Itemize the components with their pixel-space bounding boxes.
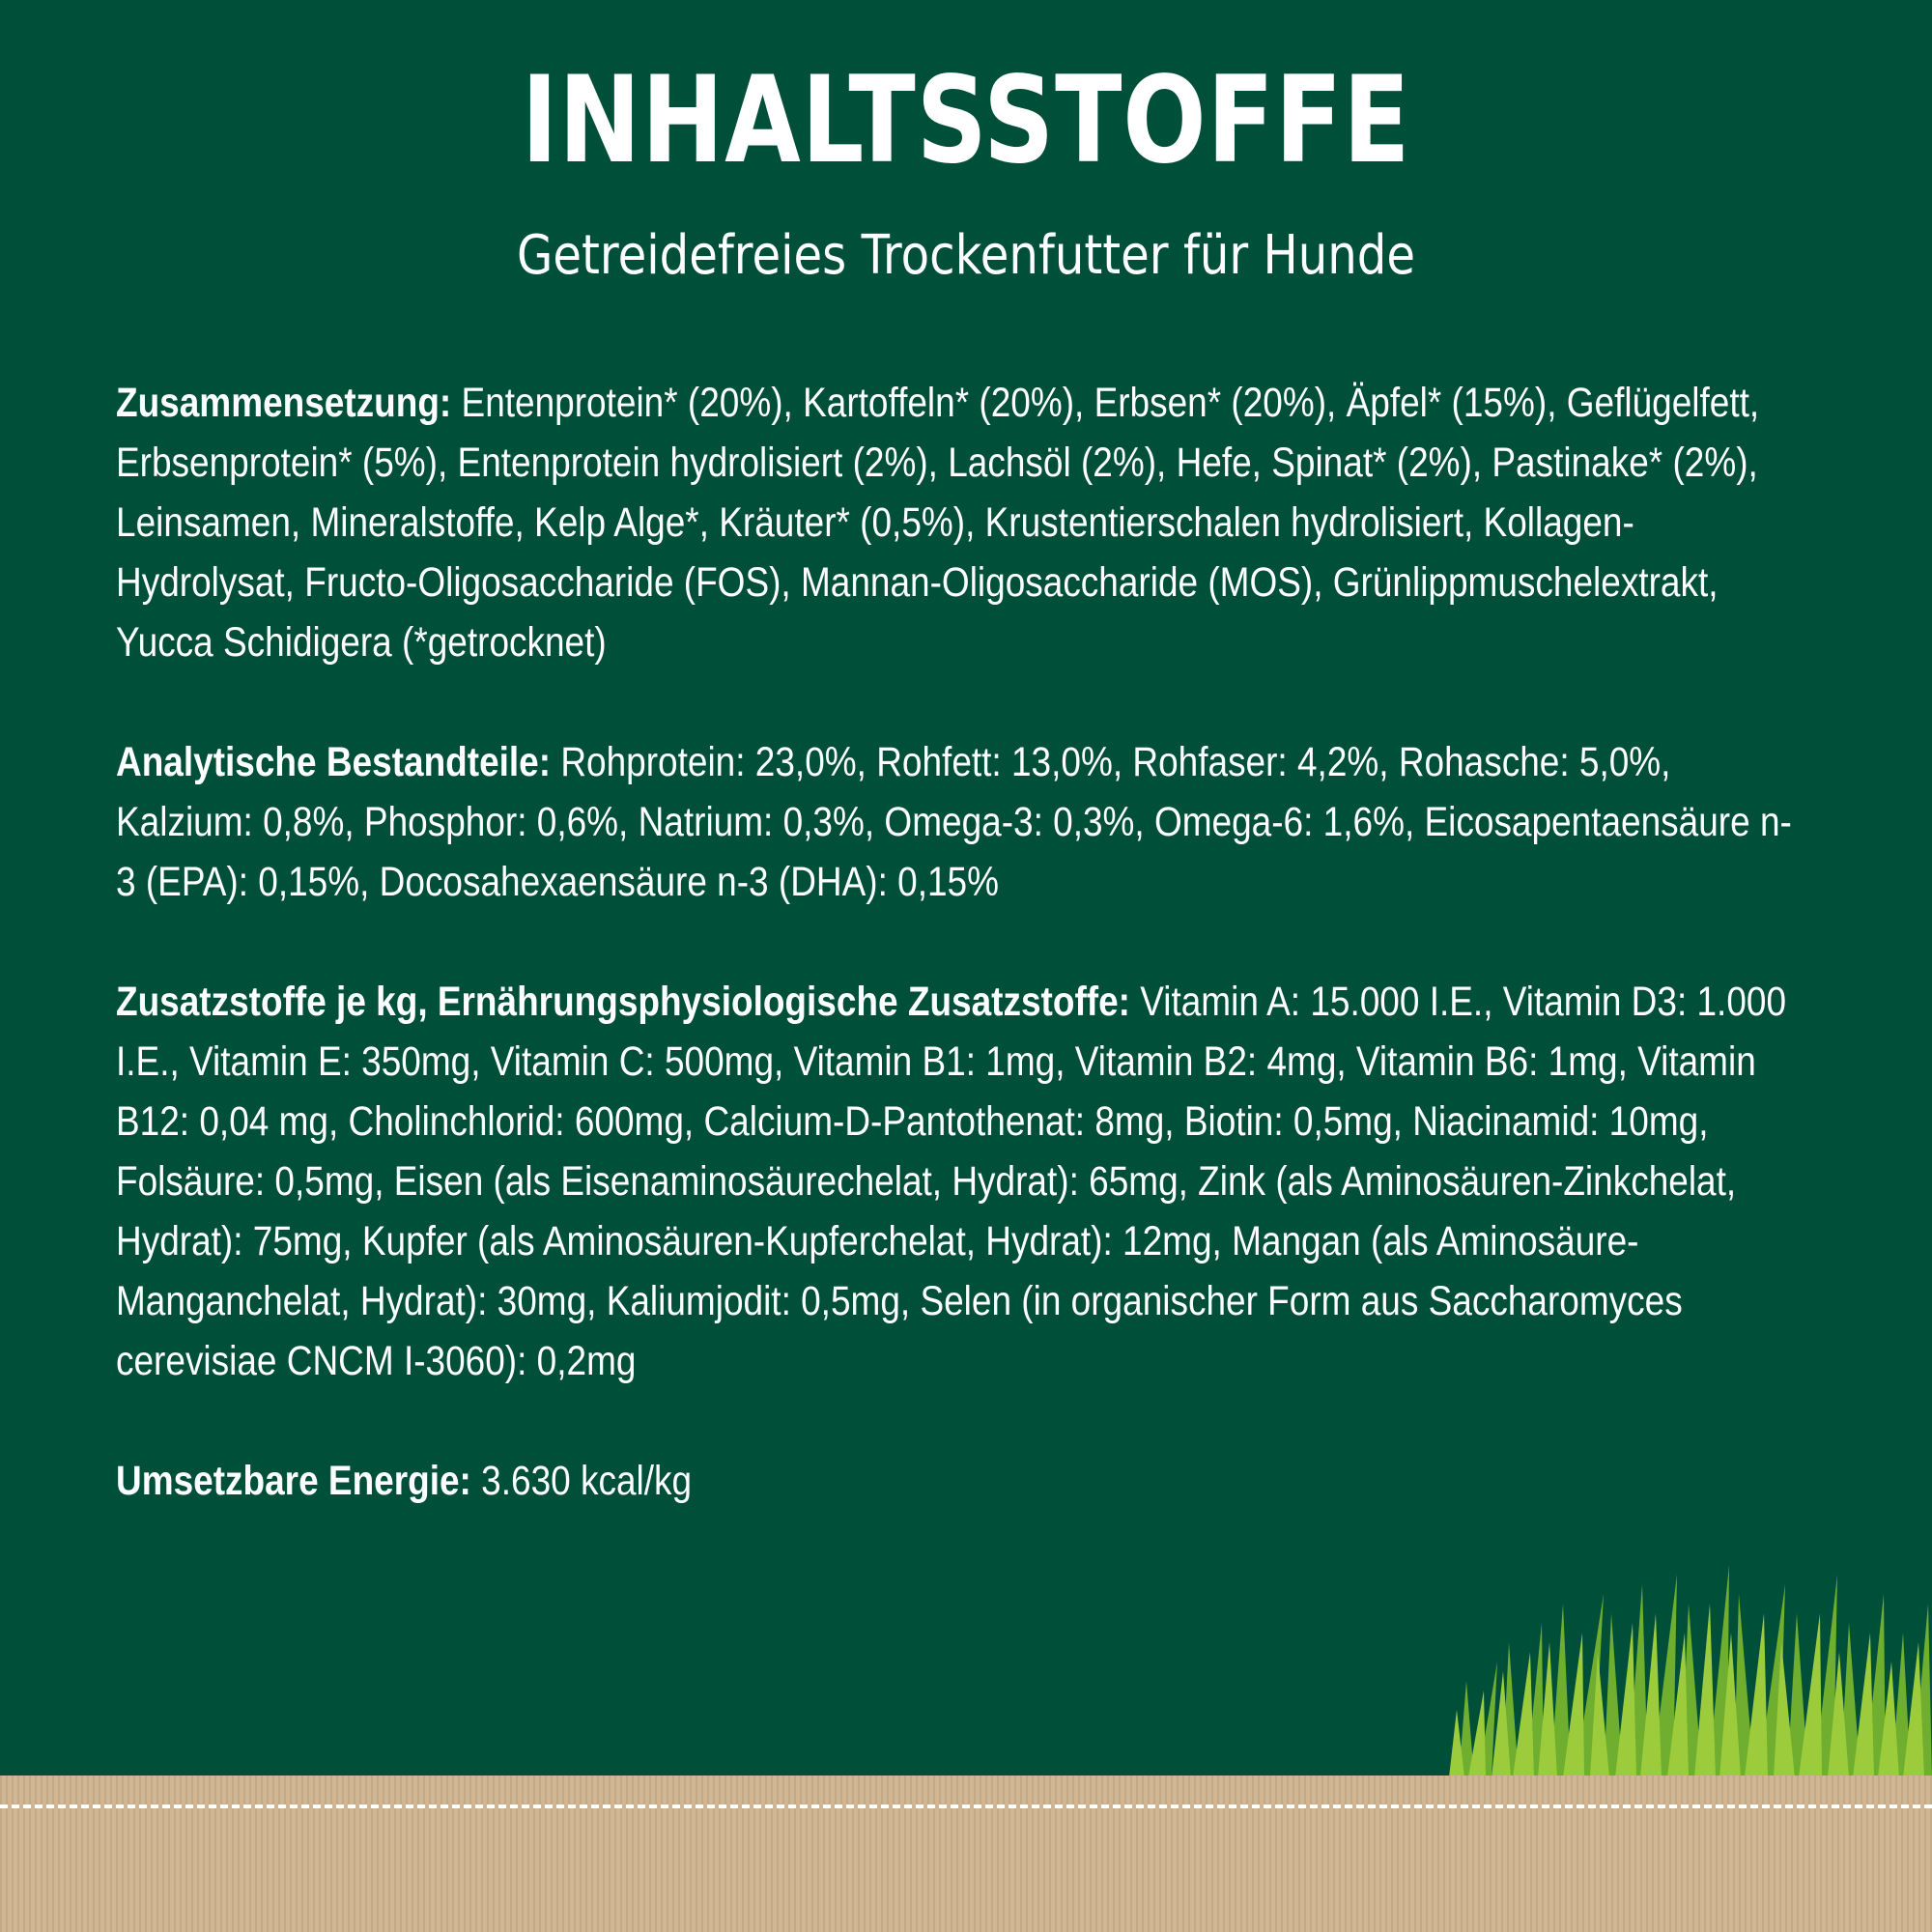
- energy-label: Umsetzbare Energie:: [116, 1458, 471, 1504]
- analytical-text: Rohprotein: 23,0%, Rohfett: 13,0%, Rohfaser: 4,2%, Rohasche: 5,0%, Kalzium: 0,8%, Phosphor: 0,6%, Natrium: 0,3%, Omega-3: 0,3%, Omega-6: 1,6%, Eicosapentaensäure n-3 (EPA): 0,15%, Docosahexaensäure n-3 (DHA): 0,15%: [116, 739, 1792, 905]
- grass-illustration: [1449, 1546, 1932, 1777]
- page-subtitle: Getreidefreies Trockenfutter für Hunde: [517, 224, 1415, 287]
- ingredient-sections: [116, 373, 1810, 1571]
- composition-text: Entenprotein* (20%), Kartoffeln* (20%), Erbsen* (20%), Äpfel* (15%), Geflügelfett, Erbsenprotein* (5%), Entenprotein hydrolisiert (2%), Lachsöl (2%), Hefe, Spinat* (2%), Pastinake* (2%), Leinsamen, Mineralstoffe, Kelp Alge*, Kräuter* (0,5%), Krustentierschalen hydrolisiert, Kollagen-Hydrolysat, Fructo-Oligosaccharide (FOS), Mannan-Oligosaccharide (MOS), Grünlippmuschelextrakt, Yucca Schidigera (*getrocknet): [116, 380, 1760, 666]
- additives-text: Vitamin A: 15.000 I.E., Vitamin D3: 1.000 I.E., Vitamin E: 350mg, Vitamin C: 500mg, Vitamin B1: 1mg, Vitamin B2: 4mg, Vitamin B6: 1mg, Vitamin B12: 0,04 mg, Cholinchlorid: 600mg, Calcium-D-Pantothenat: 8mg, Biotin: 0,5mg, Niacinamid: 10mg, Folsäure: 0,5mg, Eisen (als Eisenaminosäurechelat, Hydrat): 65mg, Zink (als Aminosäuren-Zinkchelat, Hydrat): 75mg, Kupfer (als Aminosäuren-Kupferchelat, Hydrat): 12mg, Mangan (als Aminosäure-Manganchelat, Hydrat): 30mg, Kaliumjodit: 0,5mg, Selen (in organischer Form aus Saccharomyces cerevisiae CNCM I-3060): 0,2mg: [116, 979, 1787, 1384]
- additives-label: Zusatzstoffe je kg, Ernährungsphysiologische Zusatzstoffe:: [116, 979, 1130, 1025]
- composition-label: Zusammensetzung:: [116, 380, 452, 426]
- additives-section: [116, 972, 1810, 1391]
- kraft-paper-strip: [0, 1776, 1932, 1932]
- stitch-line: [0, 1804, 1932, 1808]
- composition-section: [116, 373, 1810, 672]
- energy-text: 3.630 kcal/kg: [481, 1458, 693, 1504]
- analytical-label: Analytische Bestandteile:: [116, 739, 552, 785]
- analytical-section: [116, 732, 1810, 912]
- page-title: INHALTSSTOFFE: [521, 51, 1411, 190]
- energy-section: [116, 1451, 1810, 1511]
